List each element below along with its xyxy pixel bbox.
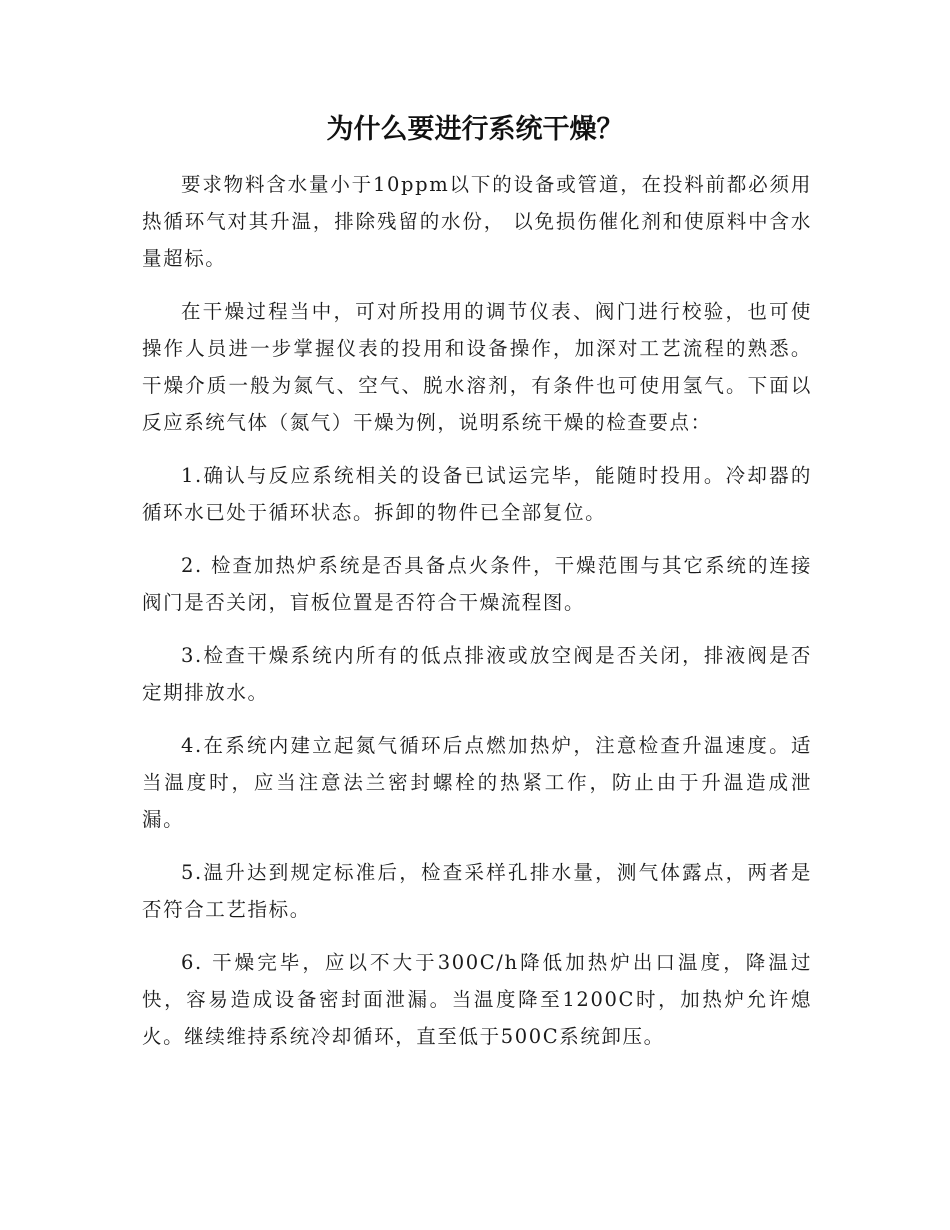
checkpoint-2: 2. 检查加热炉系统是否具备点火条件，干燥范围与其它系统的连接阀门是否关闭，盲板位置是否符合干燥流程图。: [142, 554, 812, 614]
checkpoint-3: 3.检查干燥系统内所有的低点排液或放空阀是否关闭，排液阀是否定期排放水。: [142, 644, 812, 704]
paragraph-drying-process: 在干燥过程当中，可对所投用的调节仪表、阀门进行校验，也可使操作人员进一步掌握仪表的投用和设备操作，加深对工艺流程的熟悉。干燥介质一般为氮气、空气、脱水溶剂，有条件也可使用氢气。下面以反应系统气体（氮气）干燥为例，说明系统干燥的检查要点：: [142, 300, 812, 434]
checkpoint-5: 5.温升达到规定标准后，检查采样孔排水量，测气体露点，两者是否符合工艺指标。: [142, 861, 812, 921]
checkpoint-1: 1.确认与反应系统相关的设备已试运完毕，能随时投用。冷却器的循环水已处于循环状态。拆卸的物件已全部复位。: [142, 464, 812, 524]
paragraph-intro: 要求物料含水量小于10ppm以下的设备或管道，在投料前都必须用热循环气对其升温，排除残留的水份， 以免损伤催化剂和使原料中含水量超标。: [142, 173, 812, 270]
document-body: [142, 166, 812, 1071]
checkpoint-6: 6. 干燥完毕，应以不大于300C/h降低加热炉出口温度，降温过快，容易造成设备密封面泄漏。当温度降至1200C时，加热炉允许熄火。继续维持系统冷却循环，直至低于500C系统卸压。: [142, 951, 812, 1048]
checkpoint-4: 4.在系统内建立起氮气循环后点燃加热炉，注意检查升温速度。适当温度时，应当注意法兰密封螺栓的热紧工作，防止由于升温造成泄漏。: [142, 734, 812, 831]
document-title: 为什么要进行系统干燥？: [326, 114, 624, 145]
